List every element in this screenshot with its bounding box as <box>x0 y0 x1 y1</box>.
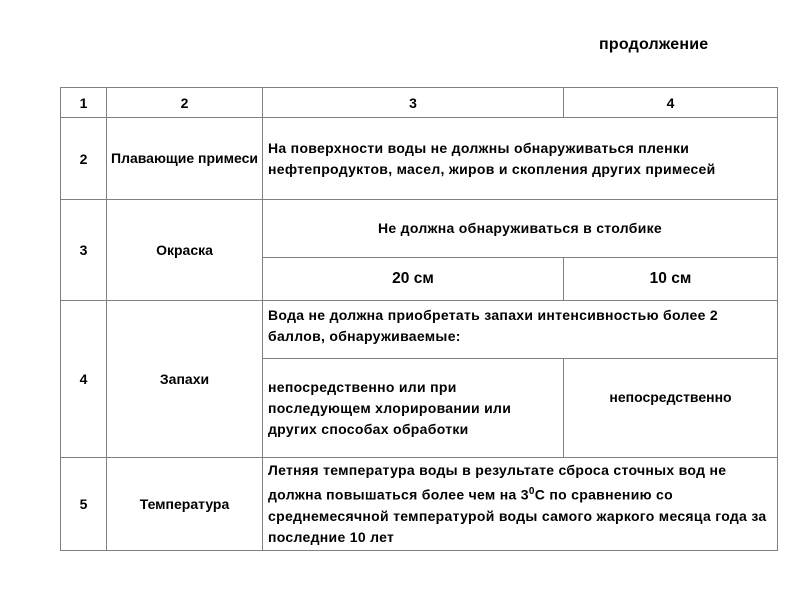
table-row-color <box>61 200 778 258</box>
color-value-col4: 10 см <box>564 258 778 301</box>
header-col-4: 4 <box>564 88 778 118</box>
row-requirement-text: На поверхности воды не должны обнаруживаться пленки нефтепродуктов, масел, жиров и скопления других примесей <box>263 118 778 200</box>
water-quality-table <box>60 87 778 551</box>
odors-detail-col3: непосредственно или при последующем хлорировании или других способах обработки <box>263 359 564 458</box>
row-number: 5 <box>61 458 107 551</box>
row-parameter-name: Плавающие примеси <box>107 118 263 200</box>
temperature-degree-superscript: 0 <box>528 486 535 498</box>
row-requirement-text: Вода не должна приобретать запахи интенсивностью более 2 баллов, обнаруживаемые: <box>263 301 778 359</box>
header-col-1: 1 <box>61 88 107 118</box>
header-col-2: 2 <box>107 88 263 118</box>
odors-detail-col4: непосредственно <box>564 359 778 458</box>
row-parameter-name: Запахи <box>107 301 263 458</box>
row-requirement-text <box>263 458 778 551</box>
row-number: 3 <box>61 200 107 301</box>
row-number: 2 <box>61 118 107 200</box>
table-row-temperature <box>61 458 778 551</box>
temperature-text-end: С по сравнению со среднемесячной температурой воды самого жаркого месяца года за последние 10 лет <box>268 486 767 545</box>
continuation-label: продолжение <box>599 36 709 53</box>
color-value-col3: 20 см <box>263 258 564 301</box>
table-header-row <box>61 88 778 118</box>
row-number: 4 <box>61 301 107 458</box>
table-row-floating <box>61 118 778 200</box>
table-row-odors <box>61 301 778 359</box>
temperature-text-start: Летняя температура воды в результате сброса сточных вод не должна повышаться более чем на 3 <box>268 462 727 503</box>
row-parameter-name: Окраска <box>107 200 263 301</box>
header-col-3: 3 <box>263 88 564 118</box>
row-requirement-text: Не должна обнаруживаться в столбике <box>263 200 778 258</box>
row-parameter-name: Температура <box>107 458 263 551</box>
